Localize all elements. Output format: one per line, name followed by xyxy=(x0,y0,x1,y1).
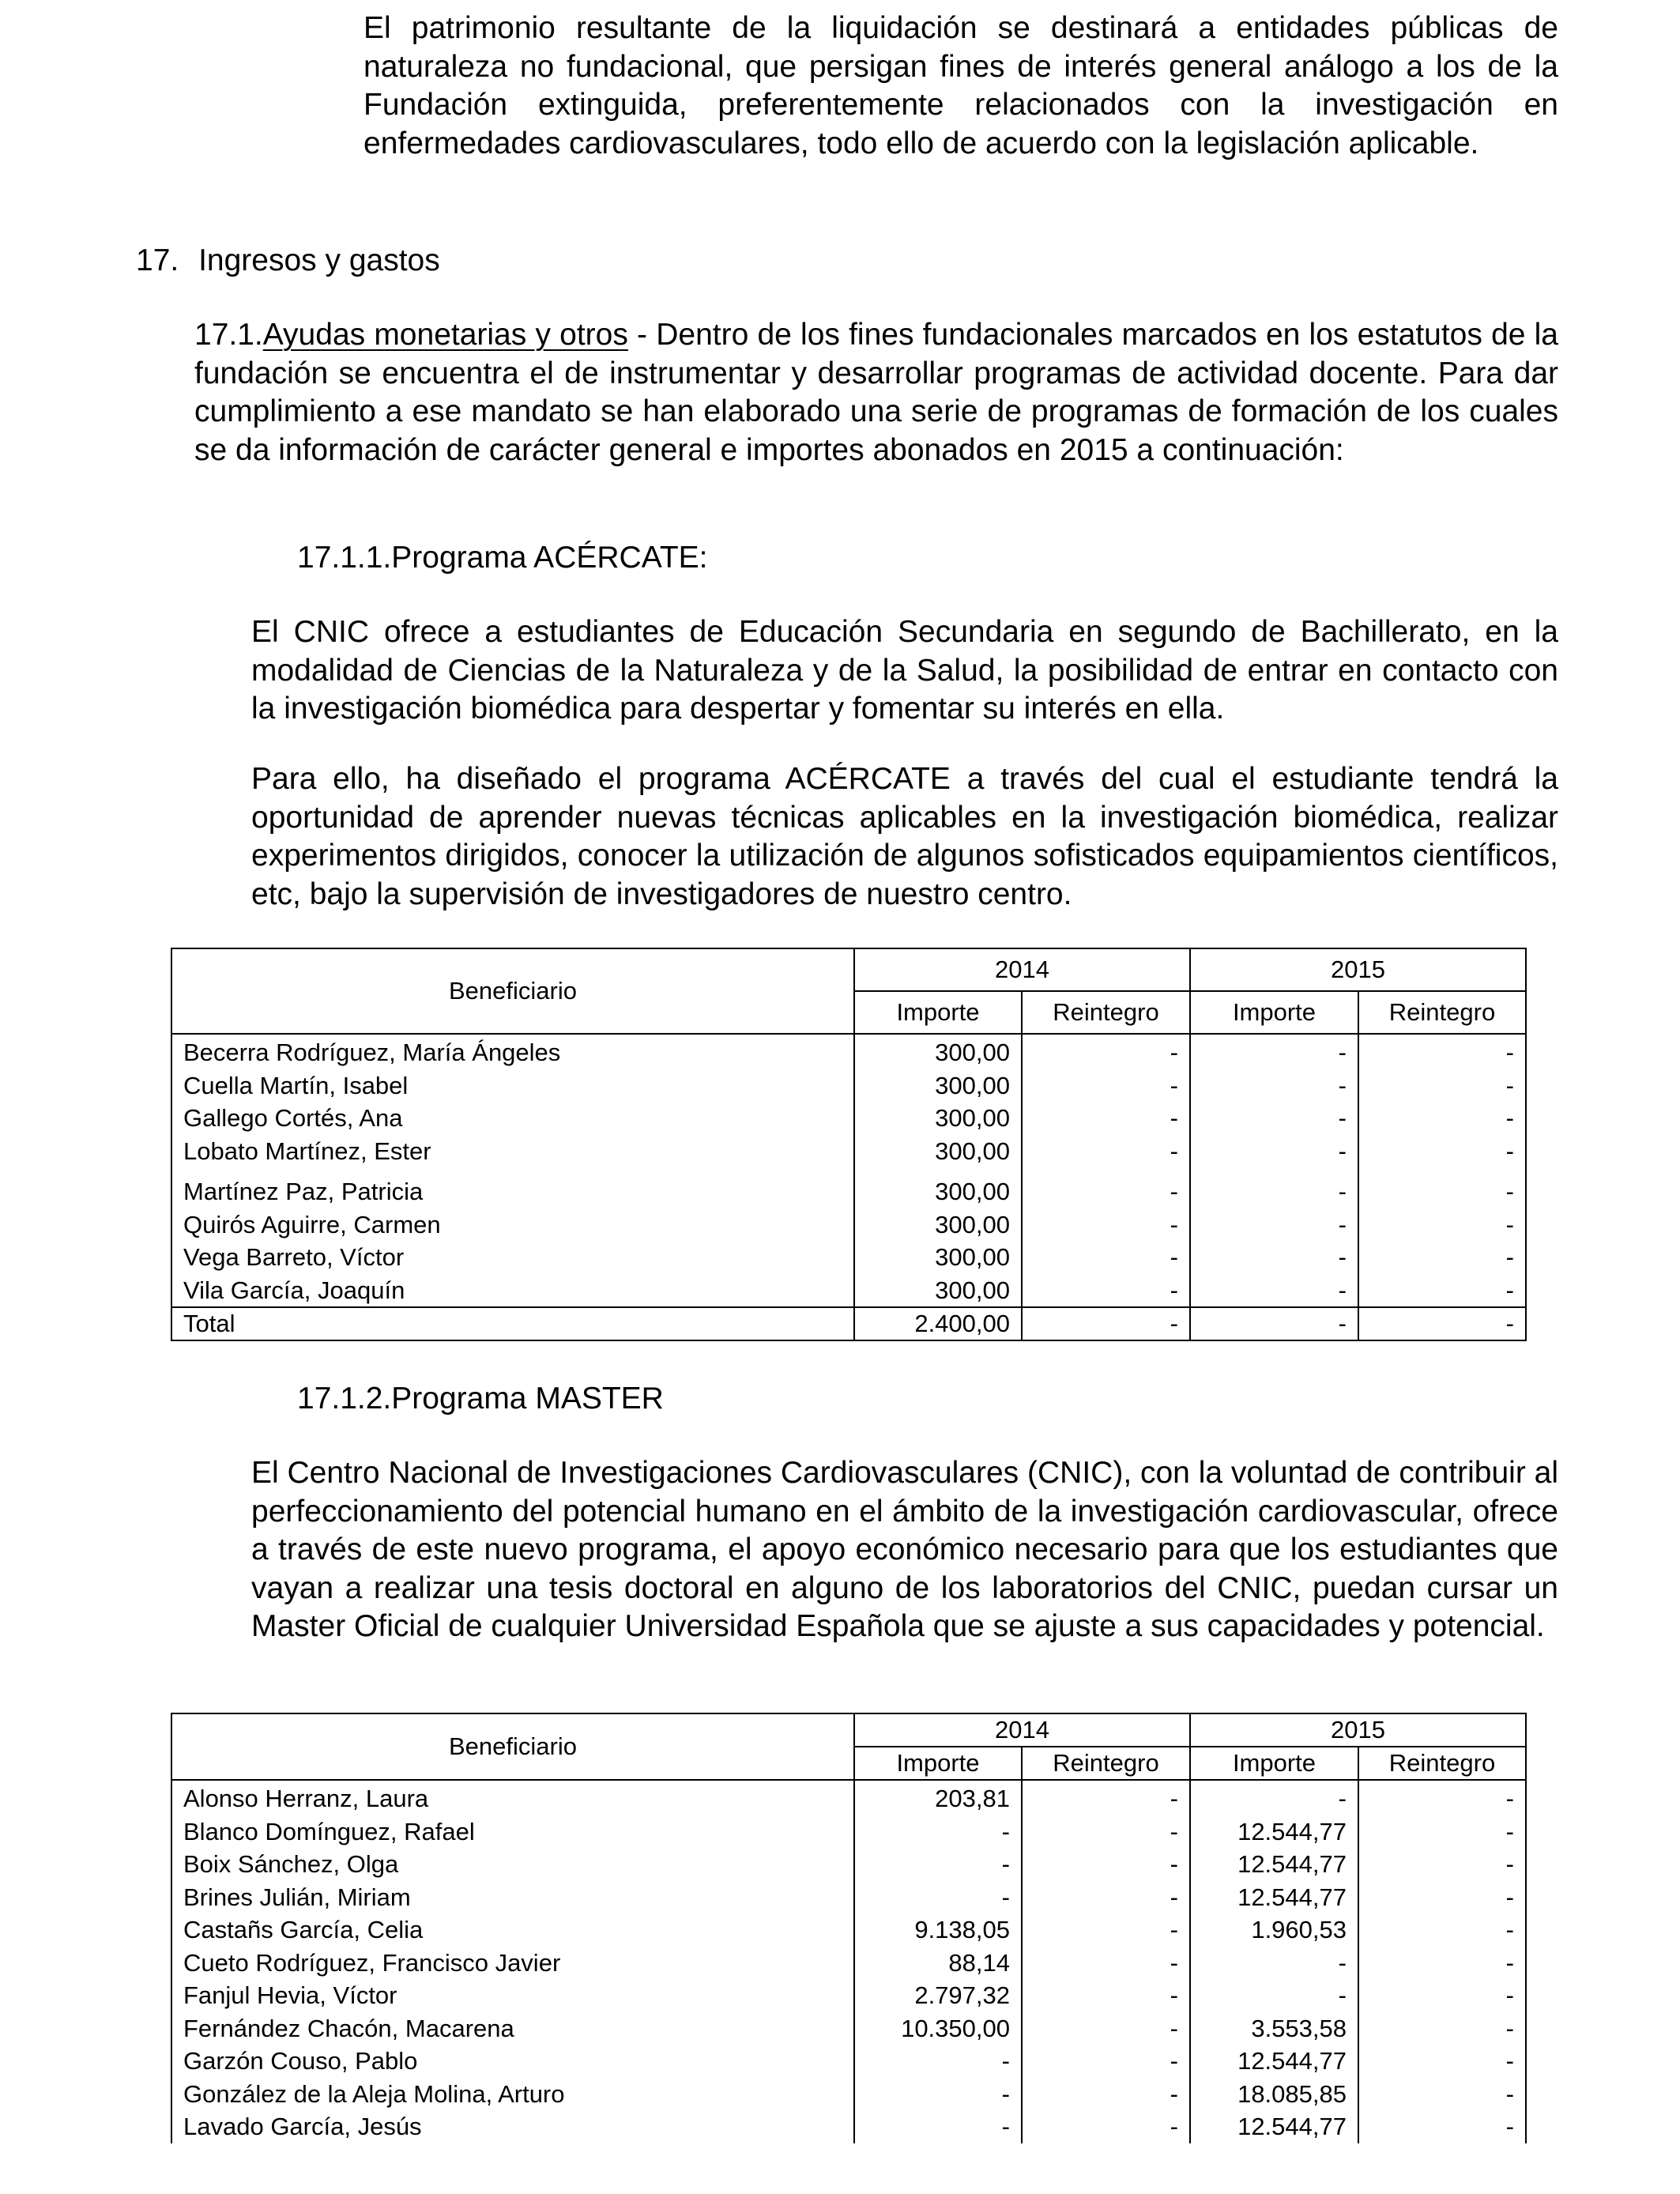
table-row: Boix Sánchez, Olga - - 12.544,77 - xyxy=(171,1848,1526,1881)
acercate-paragraph-2: Para ello, ha diseñado el programa ACÉRCATE a través del cual el estudiante tendrá la oportunidad de aprender nuevas técnicas aplicables en la investigación biomédica, realizar experimentos dirigidos, conocer la utilización de algunos sofisticados equipamientos científicos, etc, bajo la supervisión de investigadores de nuestro centro. xyxy=(251,762,1558,911)
acercate-col-reintegro-2015: Reintegro xyxy=(1358,991,1526,1034)
table-row: Lobato Martínez, Ester 300,00 - - - xyxy=(171,1135,1526,1168)
master-table xyxy=(171,1713,1527,2143)
table-row: González de la Aleja Molina, Arturo - - 18.085,85 - xyxy=(171,2078,1526,2111)
section-17-1-number: 17.1. xyxy=(194,318,263,352)
table-row: Blanco Domínguez, Rafael - - 12.544,77 - xyxy=(171,1815,1526,1849)
section-17-1-title: Ayudas monetarias y otros xyxy=(262,318,628,352)
table-row: Fernández Chacón, Macarena 10.350,00 - 3.553,58 - xyxy=(171,2012,1526,2045)
table-row: Lavado García, Jesús - - 12.544,77 - xyxy=(171,2110,1526,2143)
table-row: Brines Julián, Miriam - - 12.544,77 - xyxy=(171,1881,1526,1914)
table-row: Alonso Herranz, Laura 203,81 - - - xyxy=(171,1780,1526,1815)
master-col-2014: 2014 xyxy=(854,1713,1190,1747)
table-row: Vila García, Joaquín 300,00 - - - xyxy=(171,1274,1526,1308)
section-17-1-text: - Dentro de los fines fundacionales marcados en los estatutos de la fundación se encuentra el de instrumentar y desarrollar programas de actividad docente. Para dar cumplimiento a ese mandato se han elaborado una serie de programas de formación de los cuales se da información de carácter general e importes abonados en 2015 a continuación: xyxy=(194,318,1558,467)
section-17-title: Ingresos y gastos xyxy=(198,243,440,277)
acercate-col-reintegro-2014: Reintegro xyxy=(1022,991,1190,1034)
table-row: Becerra Rodríguez, María Ángeles 300,00 - - - xyxy=(171,1034,1526,1069)
acercate-col-importe-2014: Importe xyxy=(854,991,1022,1034)
table-row: Cuella Martín, Isabel 300,00 - - - xyxy=(171,1069,1526,1103)
table-row: Castañs García, Celia 9.138,05 - 1.960,53 - xyxy=(171,1913,1526,1947)
acercate-table xyxy=(171,948,1527,1341)
master-col-importe-2015: Importe xyxy=(1190,1747,1358,1780)
table-total-row: Total 2.400,00 - - - xyxy=(171,1307,1526,1340)
acercate-col-2015: 2015 xyxy=(1190,948,1526,991)
section-17-heading xyxy=(136,242,440,280)
intro-paragraph: El patrimonio resultante de la liquidación se destinará a entidades públicas de naturaleza no fundacional, que persigan fines de interés general análogo a los de la Fundación extinguida, preferentemente relacionados con la investigación en enfermedades cardiovasculares, todo ello de acuerdo con la legislación aplicable. xyxy=(363,11,1558,160)
table-row: Vega Barreto, Víctor 300,00 - - - xyxy=(171,1241,1526,1274)
section-17-number: 17. xyxy=(136,243,179,277)
acercate-heading: 17.1.1.Programa ACÉRCATE: xyxy=(297,541,708,575)
table-row: Cueto Rodríguez, Francisco Javier 88,14 - - - xyxy=(171,1947,1526,1980)
table-row: Martínez Paz, Patricia 300,00 - - - xyxy=(171,1167,1526,1208)
table-row: Fanjul Hevia, Víctor 2.797,32 - - - xyxy=(171,1979,1526,2012)
acercate-col-beneficiario: Beneficiario xyxy=(171,948,854,1034)
master-col-beneficiario: Beneficiario xyxy=(171,1713,854,1780)
master-col-importe-2014: Importe xyxy=(854,1747,1022,1780)
master-col-2015: 2015 xyxy=(1190,1713,1526,1747)
master-heading: 17.1.2.Programa MASTER xyxy=(297,1382,664,1416)
master-col-reintegro-2015: Reintegro xyxy=(1358,1747,1526,1780)
acercate-col-importe-2015: Importe xyxy=(1190,991,1358,1034)
section-17-1-paragraph xyxy=(194,316,1558,469)
acercate-col-2014: 2014 xyxy=(854,948,1190,991)
master-paragraph: El Centro Nacional de Investigaciones Cardiovasculares (CNIC), con la voluntad de contribuir al perfeccionamiento del potencial humano en el ámbito de la investigación cardiovascular, ofrece a través de este nuevo programa, el apoyo económico necesario para que los estudiantes que vayan a realizar una tesis doctoral en alguno de los laboratorios del CNIC, puedan cursar un Master Oficial de cualquier Universidad Española que se ajuste a sus capacidades y potencial. xyxy=(251,1456,1558,1643)
table-row: Quirós Aguirre, Carmen 300,00 - - - xyxy=(171,1208,1526,1242)
acercate-paragraph-1: El CNIC ofrece a estudiantes de Educación Secundaria en segundo de Bachillerato, en la modalidad de Ciencias de la Naturaleza y de la Salud, la posibilidad de entrar en contacto con la investigación biomédica para despertar y fomentar su interés en ella. xyxy=(251,615,1558,726)
table-row: Garzón Couso, Pablo - - 12.544,77 - xyxy=(171,2045,1526,2078)
table-row: Gallego Cortés, Ana 300,00 - - - xyxy=(171,1102,1526,1135)
master-col-reintegro-2014: Reintegro xyxy=(1022,1747,1190,1780)
